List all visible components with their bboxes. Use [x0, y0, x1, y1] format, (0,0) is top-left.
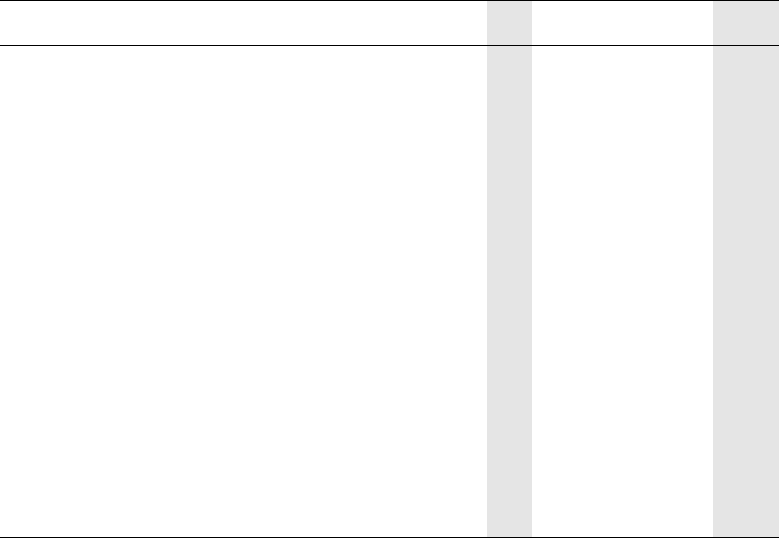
- highlight-column-323: [487, 0, 532, 538]
- model-header-row: [0, 4, 779, 24]
- column-header-row: [0, 24, 779, 44]
- highlight-column-observed: [713, 0, 779, 538]
- top-rule: [0, 0, 779, 1]
- header-rule: [0, 45, 779, 46]
